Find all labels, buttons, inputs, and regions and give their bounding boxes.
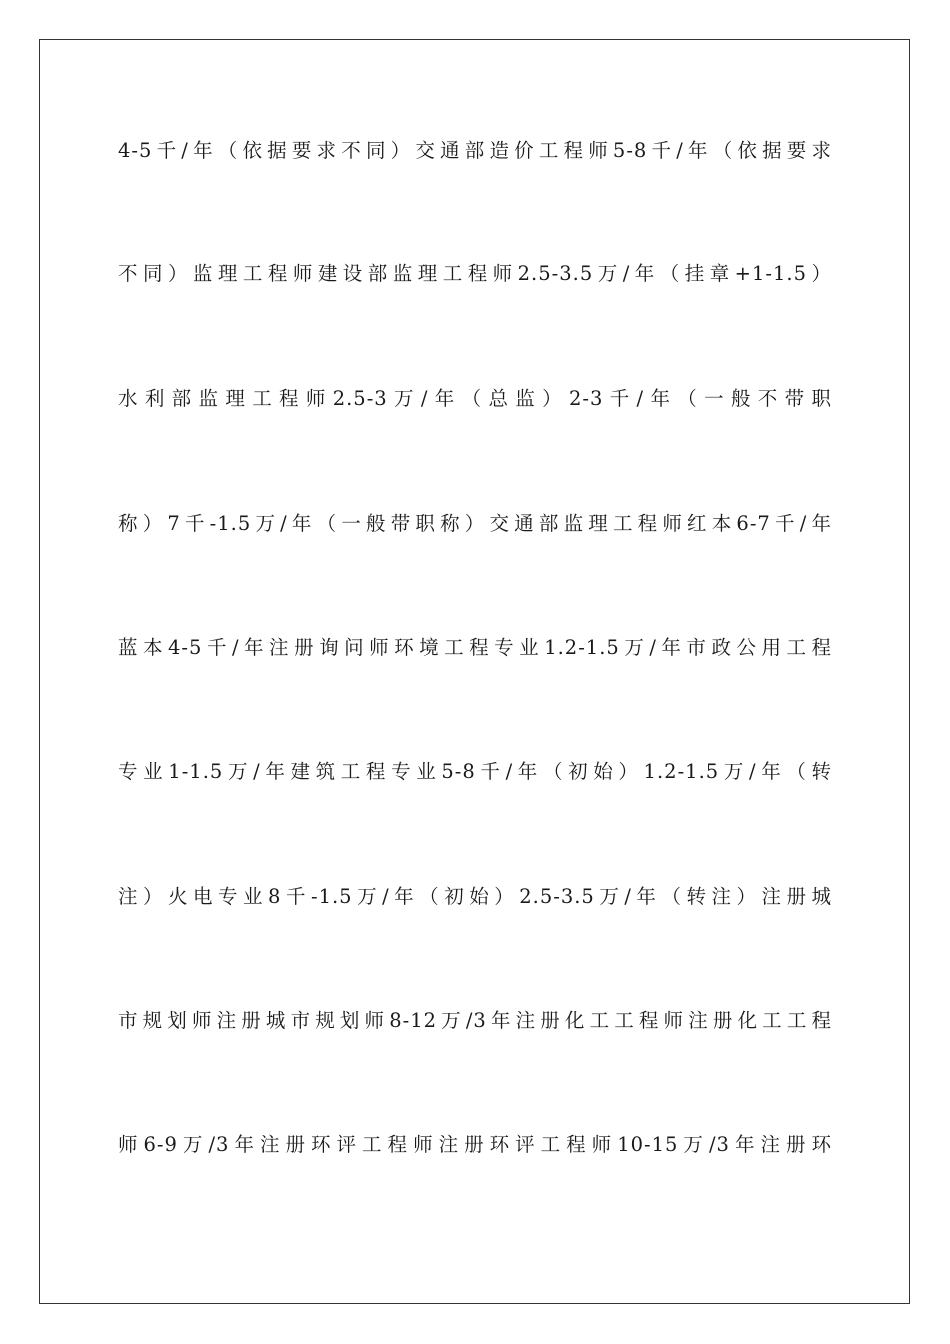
text-line: 注）火电专业8千-1.5万/年（初始）2.5-3.5万/年（转注）注册城: [118, 885, 832, 908]
page-frame: [39, 39, 910, 1304]
text-line: 蓝本4-5千/年注册询问师环境工程专业1.2-1.5万/年市政公用工程: [118, 636, 832, 659]
text-line: 专业1-1.5万/年建筑工程专业5-8千/年（初始）1.2-1.5万/年（转: [118, 760, 832, 783]
text-line: 市规划师注册城市规划师8-12万/3年注册化工工程师注册化工工程: [118, 1009, 832, 1032]
text-line: 水利部监理工程师2.5-3万/年（总监）2-3千/年（一般不带职: [118, 387, 832, 410]
text-line: 4-5千/年（依据要求不同）交通部造价工程师5-8千/年（依据要求: [118, 139, 832, 162]
text-line: 师6-9万/3年注册环评工程师注册环评工程师10-15万/3年注册环: [118, 1133, 832, 1156]
text-line: 不同）监理工程师建设部监理工程师2.5-3.5万/年（挂章+1-1.5）: [118, 262, 832, 285]
text-line: 称）7千-1.5万/年（一般带职称）交通部监理工程师红本6-7千/年: [118, 512, 832, 535]
